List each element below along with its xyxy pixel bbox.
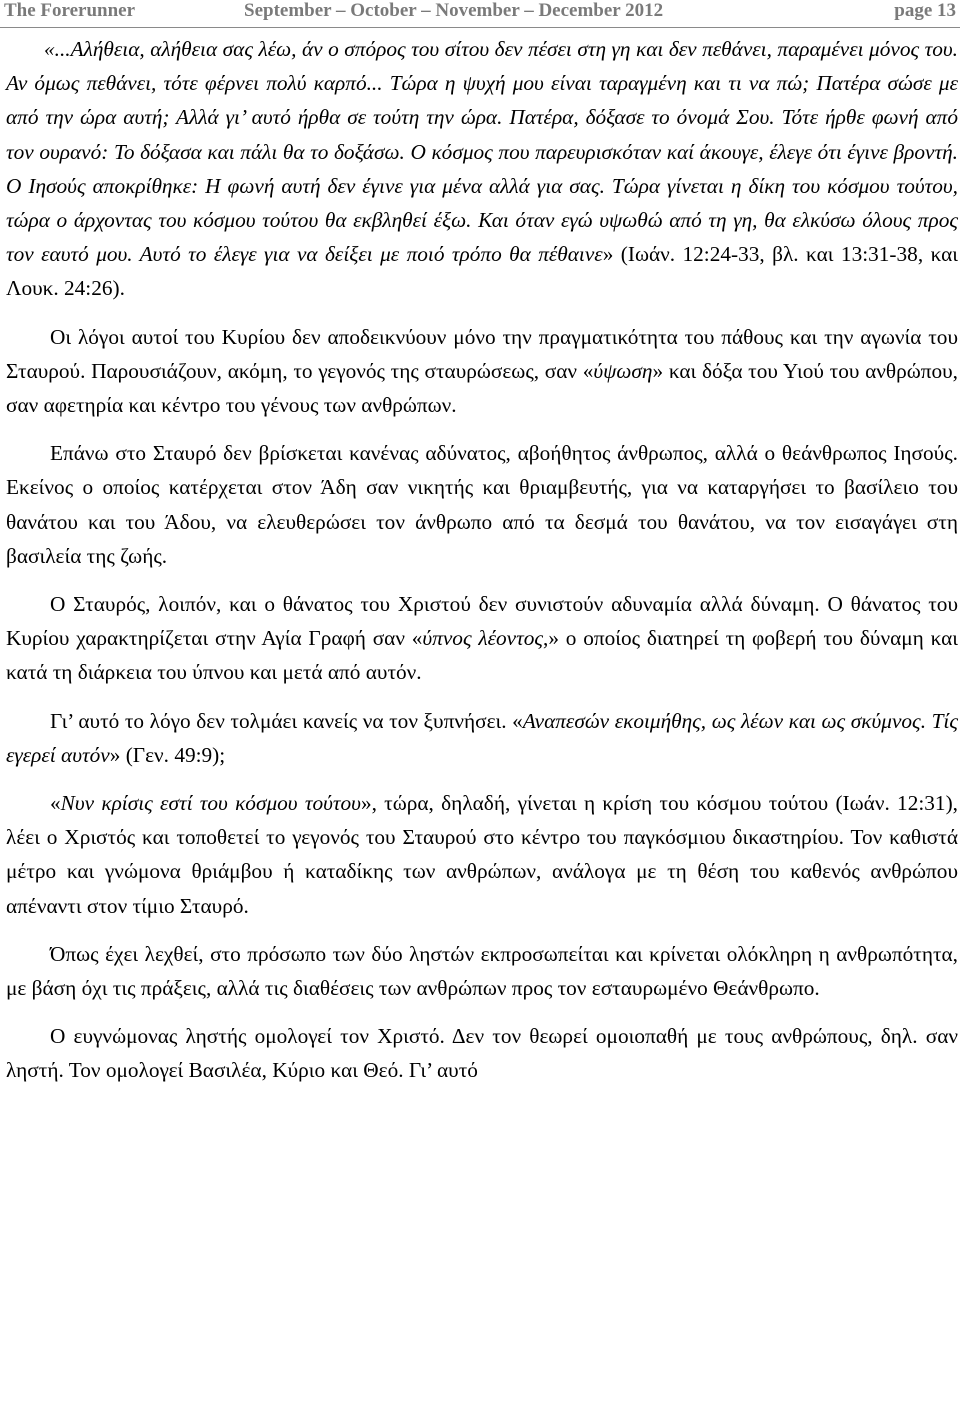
italic-segment: ύψωση <box>593 358 653 383</box>
paragraph <box>6 436 958 573</box>
paragraph <box>6 937 958 1005</box>
text-segment: » (Γεν. 49:9); <box>109 742 226 767</box>
paragraph-scripture-quote <box>6 32 958 306</box>
text-segment: », τώρα, δηλαδή, γίνεται η κρίση του κόσμου τούτου (Ιωάν. 12:31), λέει ο Χριστός και τοποθετεί το γεγονός του Σταυρού στο κέντρο του παγκόσμιου δικαστηρίου. Τον καθιστά μέτρο και γνώμονα θριάμβου ή καταδίκης των ανθρώπων, ανάλογα με τη θέση του καθενός ανθρώπου απέναντι στον τίμιο Σταυρό. <box>6 791 958 918</box>
italic-segment: ύπνος λέοντος <box>422 626 544 651</box>
quote-text: «...Αλήθεια, αλήθεια σας λέω, άν ο σπόρος του σίτου δεν πέσει στη γη και δεν πεθάνει, παραμένει μόνος του. Αν όμως πεθάνει, τότε φέρνει πολύ καρπό... Τώρα η ψυχή μου είναι ταραγμένη και τι να πώ; Πατέρα σώσε με από την ώρα αυτή; Αλλά γι’ αυτό ήρθα σε τούτη την ώρα. Πατέρα, δόξασε το όνομά Σου. Τότε ήρθε φωνή από τον ουρανό: Το δόξασα και πάλι θα το δοξάσω. Ο κόσμος που παρευρισκόταν καί άκουγε, έλεγε ότι έγινε βροντή. Ο Ιησούς αποκρίθηκε: Η φωνή αυτή δεν έγινε για μένα αλλά για σας. Τώρα γίνεται η δίκη του κόσμου τούτου, τώρα ο άρχοντας του κόσμου τούτου θα εκβληθεί έξω. Και όταν εγώ υψωθώ από τη γη, θα ελκύσω όλους προς τον εαυτό μου. Αυτό το έλεγε για να δείξει με ποιό τρόπο θα πέθαινε <box>6 37 958 267</box>
text-segment: Οι λόγοι αυτοί του Κυρίου δεν αποδεικνύουν μόνο την πραγματικότητα του πάθους και την αγωνία του Σταυρού. Παρουσιάζουν, ακόμη, το γεγονός της σταυρώσεως, σαν « <box>6 324 958 383</box>
text-segment: Ο Σταυρός, λοιπόν, και ο θάνατος του Χριστού δεν συνιστούν αδυναμία αλλά δύναμη. Ο θάνατος του Κυρίου χαρακτηρίζεται στην Αγία Γραφή σαν « <box>6 592 958 651</box>
article-body <box>6 32 958 1088</box>
italic-segment: Αναπεσών εκοιμήθης, ως λέων και ως σκύμνος. Τίς εγερεί αυτόν <box>6 708 958 767</box>
running-header <box>0 0 960 25</box>
paragraph <box>6 786 958 923</box>
quote-citation: » (Ιωάν. 12:24-33, βλ. και 13:31-38, και Λουκ. 24:26). <box>6 242 958 301</box>
publication-title: The Forerunner <box>4 0 136 21</box>
page-number: page 13 <box>894 0 956 21</box>
text-segment: Επάνω στο Σταυρό δεν βρίσκεται κανένας αδύνατος, αβοήθητος άνθρωπος, αλλά ο θεάνθρωπος Ιησούς. Εκείνος ο οποίος κατέρχεται στον Άδη σαν νικητής και θριαμβευτής, για να καταργήσει το βασίλειο του θανάτου και του Άδου, να ελευθερώσει τον άνθρωπο από τα δεσμά του θανάτου, να τον εισαγάγει στη βασιλεία της ζωής. <box>6 441 958 568</box>
text-segment: « <box>50 791 61 816</box>
paragraph <box>6 320 958 423</box>
header-rule <box>0 27 960 28</box>
paragraph <box>6 704 958 772</box>
italic-segment: Νυν κρίσις εστί του κόσμου τούτου <box>60 791 361 816</box>
text-segment: ,» ο οποίος διατηρεί τη φοβερή του δύναμη και κατά τη διάρκεια του ύπνου και μετά από αυτόν. <box>6 626 959 685</box>
paragraph <box>6 1019 958 1087</box>
text-segment: » και δόξα του Υιού του ανθρώπου, σαν αφετηρία και κέντρο του γένους των ανθρώπων. <box>6 358 958 418</box>
text-segment: Όπως έχει λεχθεί, στο πρόσωπο των δύο ληστών εκπροσωπείται και κρίνεται ολόκληρη η ανθρωπότητα, με βάση όχι τις πράξεις, αλλά τις διαθέσεις των ανθρώπων προς τον εσταυρωμένο Θεάνθρωπο. <box>6 941 958 1001</box>
text-segment: Γι’ αυτό το λόγο δεν τολμάει κανείς να τον ξυπνήσει. « <box>50 708 523 733</box>
issue-months: September – October – November – December 2012 <box>244 0 664 21</box>
paragraph <box>6 587 958 690</box>
text-segment: Ο ευγνώμονας ληστής ομολογεί τον Χριστό. Δεν τον θεωρεί ομοιοπαθή με τους ανθρώπους, δηλ. σαν ληστή. Τον ομολογεί Βασιλέα, Κύριο και Θεό. Γι’ αυτό <box>6 1024 958 1083</box>
